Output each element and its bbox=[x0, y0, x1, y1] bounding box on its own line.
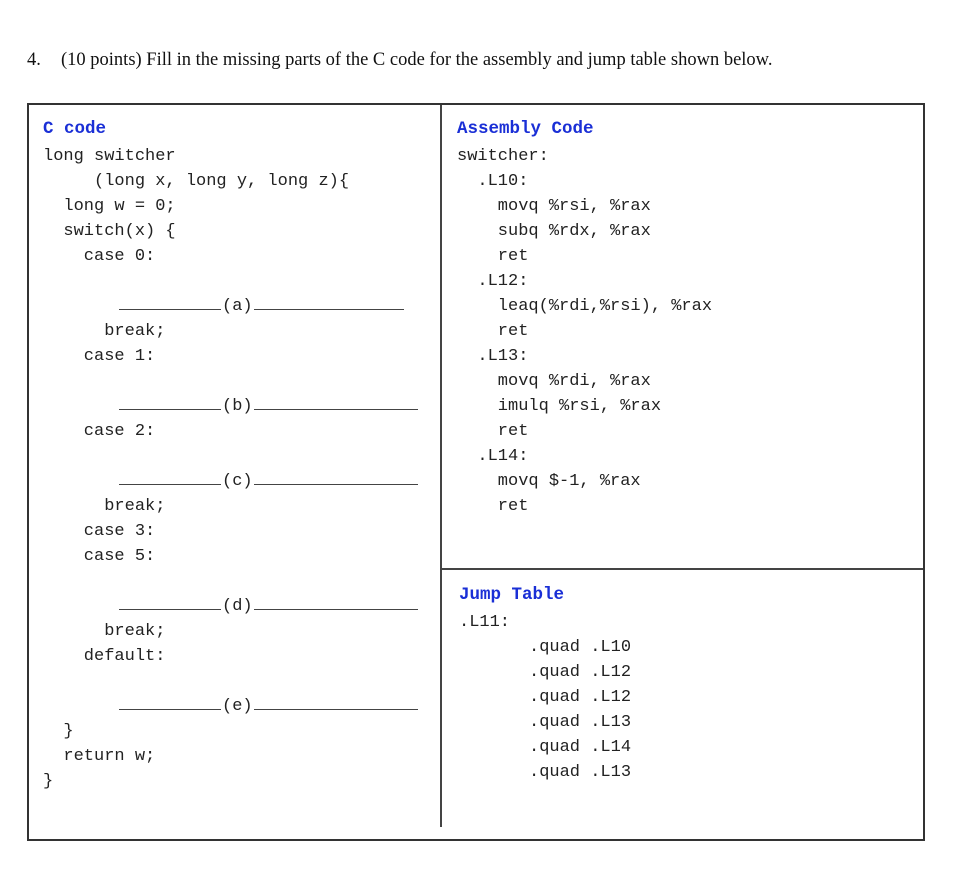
asm-line: imulq %rsi, %rax bbox=[457, 397, 662, 416]
asm-line: .L13: bbox=[457, 347, 529, 366]
asm-line: .L10: bbox=[457, 172, 529, 191]
asm-line: ret bbox=[457, 247, 529, 266]
jump-table-entry: .quad .L14 bbox=[529, 738, 632, 757]
jump-table-entry: .quad .L13 bbox=[529, 713, 632, 732]
c-code-heading: C code bbox=[43, 119, 107, 139]
c-line-params: (long x, long y, long z){ bbox=[43, 172, 350, 191]
blank-c-label: (c) bbox=[222, 472, 253, 491]
blank-d-label: (d) bbox=[222, 597, 253, 616]
c-line-case0: case 0: bbox=[43, 247, 156, 266]
horizontal-divider bbox=[441, 568, 923, 570]
c-line-case2: case 2: bbox=[43, 422, 156, 441]
jump-table-entry: .quad .L12 bbox=[529, 663, 632, 682]
c-line-return: return w; bbox=[43, 747, 156, 766]
question-prompt bbox=[27, 50, 772, 71]
blank-b[interactable] bbox=[119, 394, 418, 419]
asm-line: ret bbox=[457, 497, 529, 516]
code-table bbox=[27, 103, 925, 841]
asm-line: leaq(%rdi,%rsi), %rax bbox=[457, 297, 713, 316]
c-line-signature: long switcher bbox=[43, 147, 176, 166]
asm-line: movq %rsi, %rax bbox=[457, 197, 651, 216]
blank-c[interactable] bbox=[119, 469, 418, 494]
c-line-break-2: break; bbox=[43, 497, 166, 516]
asm-line: subq %rdx, %rax bbox=[457, 222, 651, 241]
question-text: (10 points) Fill in the missing parts of the C code for the assembly and jump table shown below. bbox=[61, 50, 773, 70]
c-line-case1: case 1: bbox=[43, 347, 156, 366]
question-number: 4. bbox=[27, 50, 41, 70]
asm-line: ret bbox=[457, 422, 529, 441]
blank-a[interactable] bbox=[119, 294, 404, 319]
c-line-break-5: break; bbox=[43, 622, 166, 641]
assembly-heading: Assembly Code bbox=[457, 119, 594, 139]
jump-table-entry: .quad .L13 bbox=[529, 763, 632, 782]
jump-table-entry: .quad .L12 bbox=[529, 688, 632, 707]
c-line-close-function: } bbox=[43, 772, 54, 791]
blank-e-label: (e) bbox=[222, 697, 253, 716]
blank-d[interactable] bbox=[119, 594, 418, 619]
asm-line: switcher: bbox=[457, 147, 549, 166]
c-line-case3: case 3: bbox=[43, 522, 156, 541]
asm-line: .L12: bbox=[457, 272, 529, 291]
jump-table-entry: .quad .L10 bbox=[529, 638, 632, 657]
blank-b-label: (b) bbox=[222, 397, 253, 416]
c-line-switch: switch(x) { bbox=[43, 222, 176, 241]
asm-line: movq $-1, %rax bbox=[457, 472, 641, 491]
vertical-divider bbox=[440, 105, 442, 827]
c-line-close-switch: } bbox=[43, 722, 74, 741]
asm-line: movq %rdi, %rax bbox=[457, 372, 651, 391]
c-line-decl: long w = 0; bbox=[43, 197, 176, 216]
asm-line: .L14: bbox=[457, 447, 529, 466]
c-line-case5: case 5: bbox=[43, 547, 156, 566]
jump-table-heading: Jump Table bbox=[459, 585, 565, 605]
c-line-default: default: bbox=[43, 647, 166, 666]
c-line-break-0: break; bbox=[43, 322, 166, 341]
asm-line: ret bbox=[457, 322, 529, 341]
blank-e[interactable] bbox=[119, 694, 418, 719]
jump-table-label: .L11: bbox=[459, 613, 511, 632]
blank-a-label: (a) bbox=[222, 297, 253, 316]
